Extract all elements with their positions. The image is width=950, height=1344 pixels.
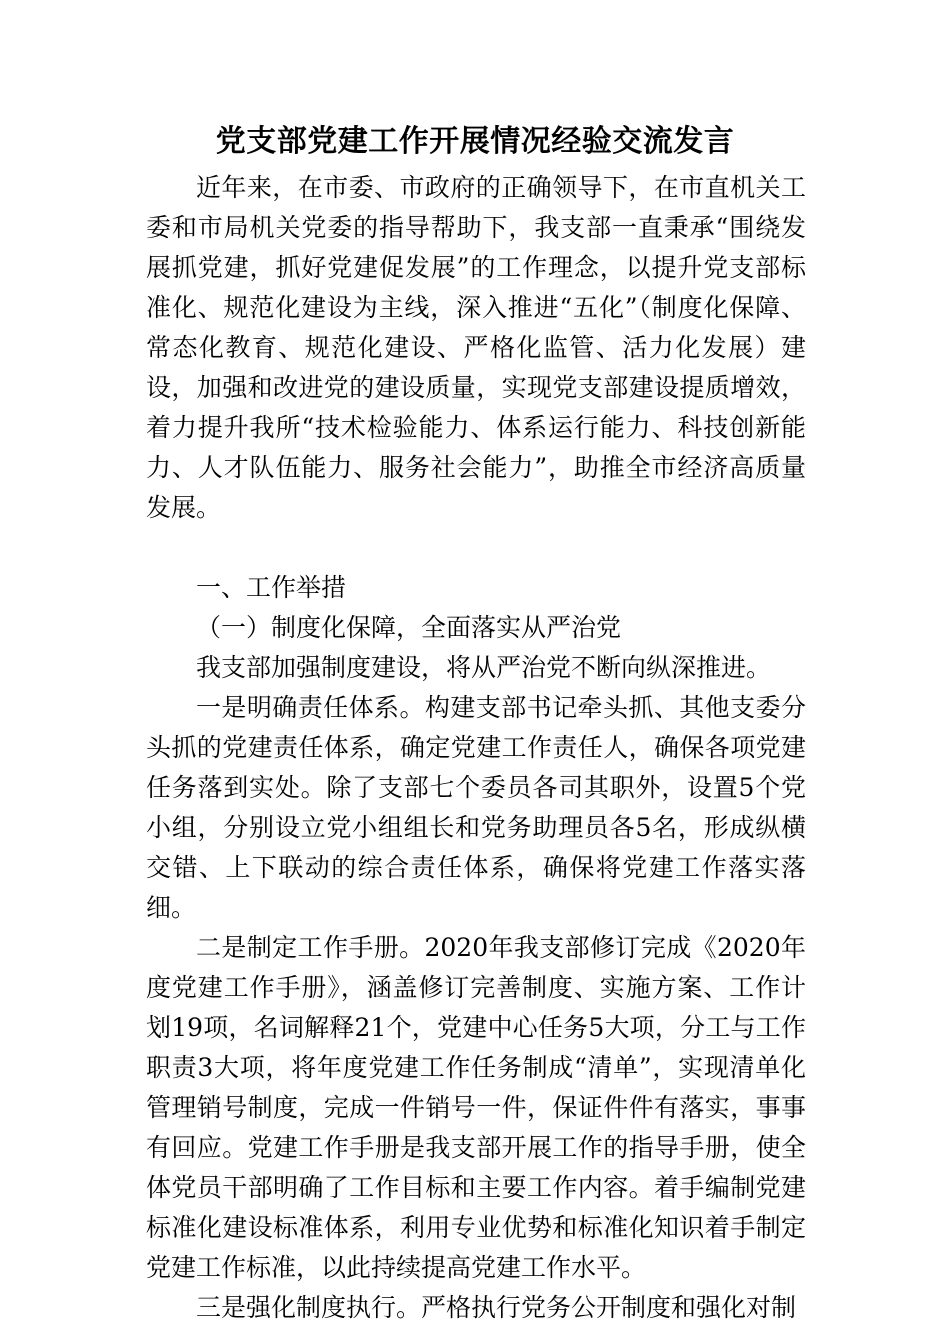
subsection-heading: （一）制度化保障，全面落实从严治党 xyxy=(196,613,622,642)
body-paragraph: 我支部加强制度建设，将从严治党不断向纵深推进。 xyxy=(196,653,772,682)
document-body xyxy=(146,168,806,1328)
document-title: 党支部党建工作开展情况经验交流发言 xyxy=(215,124,735,159)
body-paragraph: 三是强化制度执行。严格执行党务公开制度和强化对制 xyxy=(196,1293,797,1322)
section-heading: 一、工作举措 xyxy=(196,573,347,602)
body-paragraph: 二是制定工作手册。2020年我支部修订完成《2020年度党建工作手册》，涵盖修订完善制度、实施方案、工作计划19项，名词解释21个，党建中心任务5大项，分工与工作职责3大项，将年度党建工作任务制成“清单”，实现清单化管理销号制度，完成一件销号一件，保证件件有落实，事事有回应。党建工作手册是我支部开展工作的指导手册，使全体党员干部明确了工作目标和主要工作内容。着手编制党建标准化建设标准体系，利用专业优势和标准化知识着手制定党建工作标准，以此持续提高党建工作水平。 xyxy=(146,933,806,1282)
paragraph-spacer xyxy=(146,528,806,568)
intro-paragraph: 近年来，在市委、市政府的正确领导下，在市直机关工委和市局机关党委的指导帮助下，我支部一直秉承“围绕发展抓党建，抓好党建促发展”的工作理念，以提升党支部标准化、规范化建设为主线，深入推进“五化”（制度化保障、常态化教育、规范化建设、严格化监管、活力化发展）建设，加强和改进党的建设质量，实现党支部建设提质增效，着力提升我所“技术检验能力、体系运行能力、科技创新能力、人才队伍能力、服务社会能力”，助推全市经济高质量发展。 xyxy=(146,173,806,522)
body-paragraph: 一是明确责任体系。构建支部书记牵头抓、其他支委分头抓的党建责任体系，确定党建工作责任人，确保各项党建任务落到实处。除了支部七个委员各司其职外，设置5个党小组，分别设立党小组组长和党务助理员各5名，形成纵横交错、上下联动的综合责任体系，确保将党建工作落实落细。 xyxy=(146,693,806,922)
